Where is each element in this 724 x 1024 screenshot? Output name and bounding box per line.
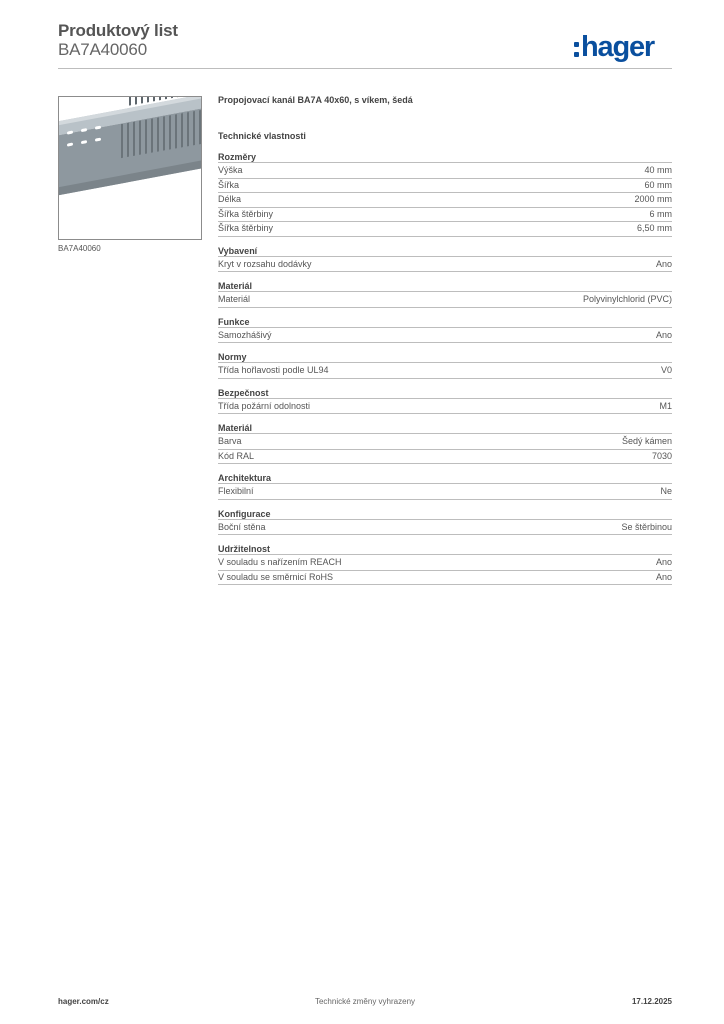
property-value: Se štěrbinou <box>621 521 672 532</box>
property-value: M1 <box>659 400 672 411</box>
property-section <box>218 508 672 536</box>
logo-dots-icon <box>574 42 579 57</box>
header-divider <box>58 68 672 69</box>
property-label: Flexibilní <box>218 486 254 496</box>
property-row <box>218 329 672 344</box>
product-name: Propojovací kanál BA7A 40x60, s víkem, šedá <box>218 95 413 105</box>
product-details <box>218 95 672 593</box>
section-title: Vybavení <box>218 245 672 257</box>
section-title: Rozměry <box>218 151 672 163</box>
property-row <box>218 450 672 465</box>
property-section <box>218 387 672 415</box>
property-label: Šířka štěrbiny <box>218 223 274 233</box>
property-row <box>218 485 672 500</box>
property-value: 7030 <box>651 450 672 461</box>
section-title: Normy <box>218 351 672 363</box>
properties-list <box>218 151 672 585</box>
property-section <box>218 422 672 464</box>
property-label: Třída hořlavosti podle UL94 <box>218 365 329 375</box>
property-section <box>218 151 672 237</box>
property-section <box>218 245 672 273</box>
property-section <box>218 472 672 500</box>
property-row <box>218 164 672 179</box>
logo-wordmark: hager <box>581 30 654 63</box>
property-row <box>218 364 672 379</box>
property-label: V souladu se směrnicí RoHS <box>218 571 334 582</box>
property-label: Třída požární odolnosti <box>218 400 311 411</box>
image-caption: BA7A40060 <box>58 244 101 253</box>
property-value: 6 mm <box>649 208 672 219</box>
cable-duct-illustration <box>59 97 202 240</box>
property-row <box>218 571 672 586</box>
section-title: Materiál <box>218 280 672 292</box>
property-row <box>218 293 672 308</box>
product-code: BA7A40060 <box>58 40 147 59</box>
section-title: Udržitelnost <box>218 543 672 555</box>
property-row <box>218 258 672 273</box>
property-section <box>218 543 672 585</box>
property-label: Samozhášivý <box>218 329 272 340</box>
property-row <box>218 193 672 208</box>
property-value: Ne <box>660 486 672 496</box>
property-value: 2000 mm <box>634 194 672 204</box>
property-value: Šedý kámen <box>621 436 672 446</box>
section-title: Architektura <box>218 472 672 484</box>
property-value: V0 <box>660 365 672 375</box>
property-label: Výška <box>218 165 243 175</box>
page-header <box>58 20 672 70</box>
section-title: Materiál <box>218 422 672 434</box>
property-row <box>218 222 672 237</box>
property-value: Ano <box>655 557 672 567</box>
property-value: Ano <box>655 258 672 269</box>
section-title: Funkce <box>218 316 672 328</box>
product-image <box>58 96 202 240</box>
property-value: 40 mm <box>644 165 672 175</box>
property-value: 6,50 mm <box>636 223 672 233</box>
property-value: Polyvinylchlorid (PVC) <box>582 294 672 304</box>
section-title: Konfigurace <box>218 508 672 520</box>
page-footer <box>58 997 672 1011</box>
property-label: Kryt v rozsahu dodávky <box>218 258 312 269</box>
property-label: V souladu s nařízením REACH <box>218 557 342 567</box>
document-title: Produktový list <box>58 21 178 40</box>
technical-properties-heading: Technické vlastnosti <box>218 131 306 141</box>
property-section <box>218 351 672 379</box>
footer-note: Technické změny vyhrazeny <box>314 997 416 1006</box>
property-row <box>218 208 672 223</box>
property-label: Šířka štěrbiny <box>218 208 274 219</box>
footer-website: hager.com/cz <box>58 997 109 1006</box>
property-row <box>218 556 672 571</box>
property-label: Šířka <box>218 179 240 190</box>
property-value: Ano <box>655 329 672 340</box>
property-section <box>218 280 672 308</box>
footer-date: 17.12.2025 <box>631 997 672 1006</box>
section-title: Bezpečnost <box>218 387 672 399</box>
property-row <box>218 521 672 536</box>
property-label: Délka <box>218 194 242 204</box>
property-value: Ano <box>655 571 672 582</box>
property-row <box>218 400 672 415</box>
property-value: 60 mm <box>644 179 672 190</box>
property-section <box>218 316 672 344</box>
property-label: Barva <box>218 436 242 446</box>
property-label: Materiál <box>218 294 251 304</box>
property-label: Boční stěna <box>218 521 266 532</box>
property-row <box>218 179 672 194</box>
hager-logo <box>574 30 654 64</box>
property-row <box>218 435 672 450</box>
property-label: Kód RAL <box>218 450 255 461</box>
